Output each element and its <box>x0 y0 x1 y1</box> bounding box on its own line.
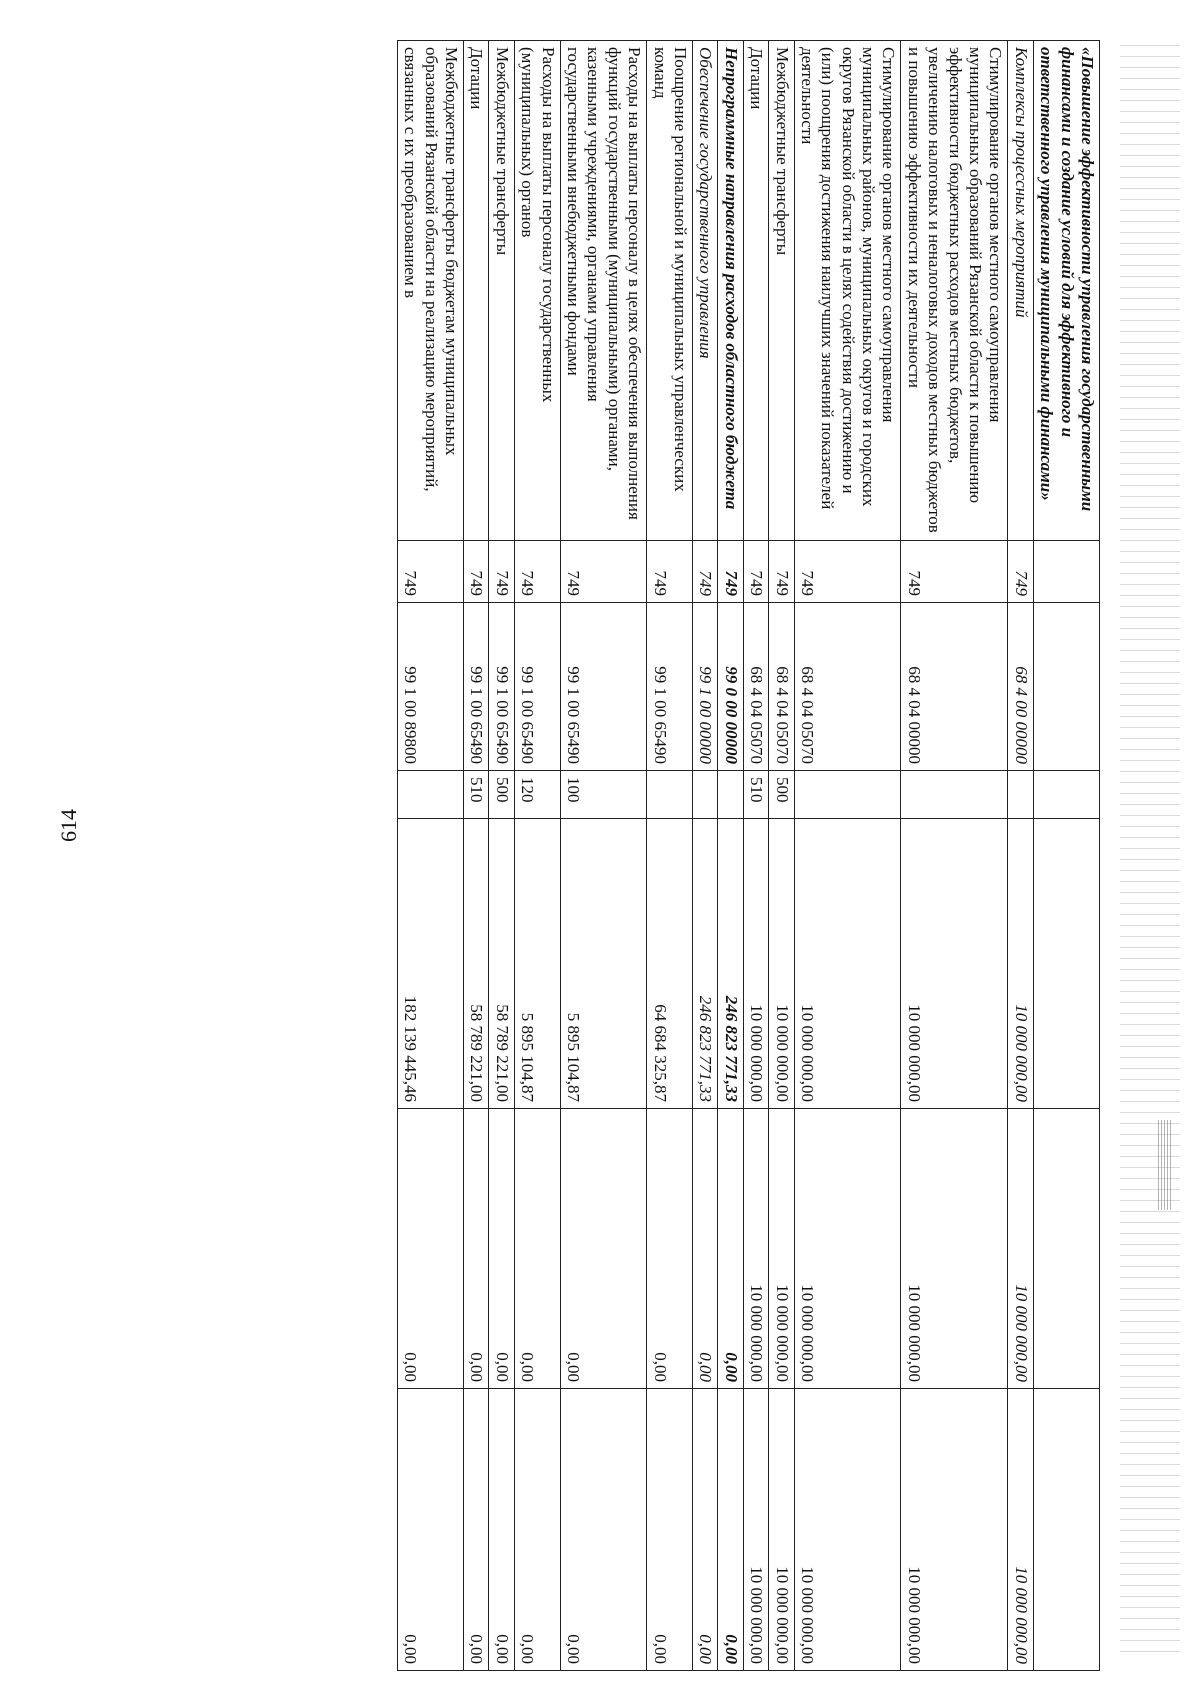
row-target-code: 99 1 00 65490 <box>464 603 489 771</box>
row-amount-year-1: 10 000 000,00 <box>794 819 901 1109</box>
row-amount-year-1: 182 139 445,46 <box>397 819 463 1109</box>
table-row <box>489 41 514 1671</box>
row-amount-year-3: 0,00 <box>464 1389 489 1671</box>
row-expense-type <box>692 771 717 819</box>
row-amount-year-1: 58 789 221,00 <box>464 819 489 1109</box>
row-expense-type: 100 <box>560 771 647 819</box>
table-row <box>514 41 560 1671</box>
row-amount-year-3: 10 000 000,00 <box>743 1389 768 1671</box>
budget-table <box>397 40 1100 1671</box>
row-amount-year-3: 10 000 000,00 <box>901 1389 1008 1671</box>
row-target-code: 99 1 00 65490 <box>489 603 514 771</box>
table-row <box>1033 41 1099 1671</box>
row-expense-type <box>794 771 901 819</box>
row-amount-year-3: 0,00 <box>647 1389 693 1671</box>
row-amount-year-2 <box>1033 1109 1099 1389</box>
row-amount-year-1: 5 895 104,87 <box>560 819 647 1109</box>
table-row <box>647 41 693 1671</box>
row-amount-year-3: 0,00 <box>514 1389 560 1671</box>
scan-edge-marks <box>1120 40 1180 1660</box>
row-amount-year-2: 0,00 <box>464 1109 489 1389</box>
row-amount-year-3: 0,00 <box>718 1389 743 1671</box>
row-ministry-code: 749 <box>397 541 463 603</box>
row-expense-type: 120 <box>514 771 560 819</box>
row-description: Поощрение региональной и муниципальных управленческих команд <box>647 41 693 541</box>
table-row <box>397 41 463 1671</box>
row-expense-type <box>397 771 463 819</box>
table-row <box>464 41 489 1671</box>
row-amount-year-2: 0,00 <box>489 1109 514 1389</box>
row-target-code: 68 4 04 05070 <box>769 603 794 771</box>
row-ministry-code: 749 <box>743 541 768 603</box>
row-target-code: 99 1 00 65490 <box>560 603 647 771</box>
row-amount-year-1: 5 895 104,87 <box>514 819 560 1109</box>
row-amount-year-3: 0,00 <box>560 1389 647 1671</box>
row-description: Стимулирование органов местного самоуправления муниципальных районов, муниципальных округов и городских округов Рязанской области в целях содействия достижению и (или) поощрения достижения наилучших значений показателей деятельности <box>794 41 901 541</box>
row-amount-year-3: 0,00 <box>692 1389 717 1671</box>
row-expense-type <box>1008 771 1033 819</box>
table-row <box>769 41 794 1671</box>
row-ministry-code: 749 <box>794 541 901 603</box>
row-ministry-code: 749 <box>489 541 514 603</box>
row-amount-year-2: 10 000 000,00 <box>769 1109 794 1389</box>
row-amount-year-3: 10 000 000,00 <box>794 1389 901 1671</box>
row-expense-type: 510 <box>743 771 768 819</box>
row-amount-year-2: 0,00 <box>647 1109 693 1389</box>
table-row <box>1008 41 1033 1671</box>
row-target-code: 68 4 00 00000 <box>1008 603 1033 771</box>
row-description: Дотации <box>464 41 489 541</box>
row-amount-year-2: 10 000 000,00 <box>794 1109 901 1389</box>
row-amount-year-3 <box>1033 1389 1099 1671</box>
row-ministry-code: 749 <box>901 541 1008 603</box>
row-expense-type <box>647 771 693 819</box>
row-ministry-code: 749 <box>647 541 693 603</box>
row-ministry-code: 749 <box>718 541 743 603</box>
row-amount-year-1: 10 000 000,00 <box>769 819 794 1109</box>
row-expense-type <box>1033 771 1099 819</box>
row-amount-year-2: 10 000 000,00 <box>1008 1109 1033 1389</box>
row-description: Межбюджетные трансферты <box>769 41 794 541</box>
row-description: Межбюджетные трансферты <box>489 41 514 541</box>
row-expense-type: 510 <box>464 771 489 819</box>
table-row <box>560 41 647 1671</box>
row-target-code: 68 4 04 00000 <box>901 603 1008 771</box>
row-description: Расходы на выплаты персоналу в целях обеспечения выполнения функций государственными (муниципальными) органами, казенными учреждениями, органами управления государственными внебюджетными фондами <box>560 41 647 541</box>
row-target-code: 99 1 00 65490 <box>514 603 560 771</box>
row-target-code: 99 1 00 65490 <box>647 603 693 771</box>
row-description: Межбюджетные трансферты бюджетам муниципальных образований Рязанской области на реализацию мероприятий, связанных с их преобразованием в <box>397 41 463 541</box>
row-amount-year-3: 10 000 000,00 <box>1008 1389 1033 1671</box>
row-ministry-code: 749 <box>769 541 794 603</box>
row-ministry-code: 749 <box>514 541 560 603</box>
row-description: Комплексы процессных мероприятий <box>1008 41 1033 541</box>
row-amount-year-1: 10 000 000,00 <box>901 819 1008 1109</box>
row-amount-year-2: 10 000 000,00 <box>901 1109 1008 1389</box>
table-row <box>794 41 901 1671</box>
table-row <box>743 41 768 1671</box>
row-amount-year-1: 64 684 325,87 <box>647 819 693 1109</box>
row-amount-year-3: 0,00 <box>489 1389 514 1671</box>
row-ministry-code: 749 <box>464 541 489 603</box>
table-row <box>718 41 743 1671</box>
row-ministry-code: 749 <box>692 541 717 603</box>
row-expense-type <box>901 771 1008 819</box>
row-ministry-code: 749 <box>1008 541 1033 603</box>
row-expense-type: 500 <box>489 771 514 819</box>
scan-artifact <box>1158 1120 1172 1210</box>
row-target-code: 99 1 00 00000 <box>692 603 717 771</box>
row-amount-year-1: 10 000 000,00 <box>743 819 768 1109</box>
row-ministry-code: 749 <box>560 541 647 603</box>
table-row <box>901 41 1008 1671</box>
row-amount-year-1 <box>1033 819 1099 1109</box>
row-amount-year-2: 0,00 <box>692 1109 717 1389</box>
row-description: Непрограммные направления расходов областного бюджета <box>718 41 743 541</box>
row-target-code: 99 1 00 89800 <box>397 603 463 771</box>
row-target-code <box>1033 603 1099 771</box>
row-expense-type: 500 <box>769 771 794 819</box>
row-amount-year-3: 0,00 <box>397 1389 463 1671</box>
row-description: Стимулирование органов местного самоуправления муниципальных образований Рязанской области к повышению эффективности бюджетных расходов местных бюджетов, увеличению налоговых и неналоговых доходов местных бюджетов и повышению эффективности их деятельности <box>901 41 1008 541</box>
table-row <box>692 41 717 1671</box>
row-target-code: 68 4 04 05070 <box>794 603 901 771</box>
row-amount-year-2: 0,00 <box>718 1109 743 1389</box>
page-number: 614 <box>56 809 81 842</box>
row-amount-year-2: 10 000 000,00 <box>743 1109 768 1389</box>
budget-table-body <box>397 41 1099 1671</box>
rotated-page-content <box>397 40 1100 1670</box>
row-amount-year-3: 10 000 000,00 <box>769 1389 794 1671</box>
row-description: Дотации <box>743 41 768 541</box>
row-target-code: 99 0 00 00000 <box>718 603 743 771</box>
row-description: «Повышение эффективности управления государственными финансами и создание условий для эффективного и ответственного управления муниципальными финансами» <box>1033 41 1099 541</box>
row-target-code: 68 4 04 05070 <box>743 603 768 771</box>
row-ministry-code <box>1033 541 1099 603</box>
row-amount-year-1: 246 823 771,33 <box>718 819 743 1109</box>
row-amount-year-2: 0,00 <box>514 1109 560 1389</box>
row-amount-year-2: 0,00 <box>560 1109 647 1389</box>
row-amount-year-1: 246 823 771,33 <box>692 819 717 1109</box>
row-amount-year-2: 0,00 <box>397 1109 463 1389</box>
row-amount-year-1: 58 789 221,00 <box>489 819 514 1109</box>
row-description: Обеспечение государственного управления <box>692 41 717 541</box>
row-expense-type <box>718 771 743 819</box>
row-amount-year-1: 10 000 000,00 <box>1008 819 1033 1109</box>
row-description: Расходы на выплаты персоналу государственных (муниципальных) органов <box>514 41 560 541</box>
